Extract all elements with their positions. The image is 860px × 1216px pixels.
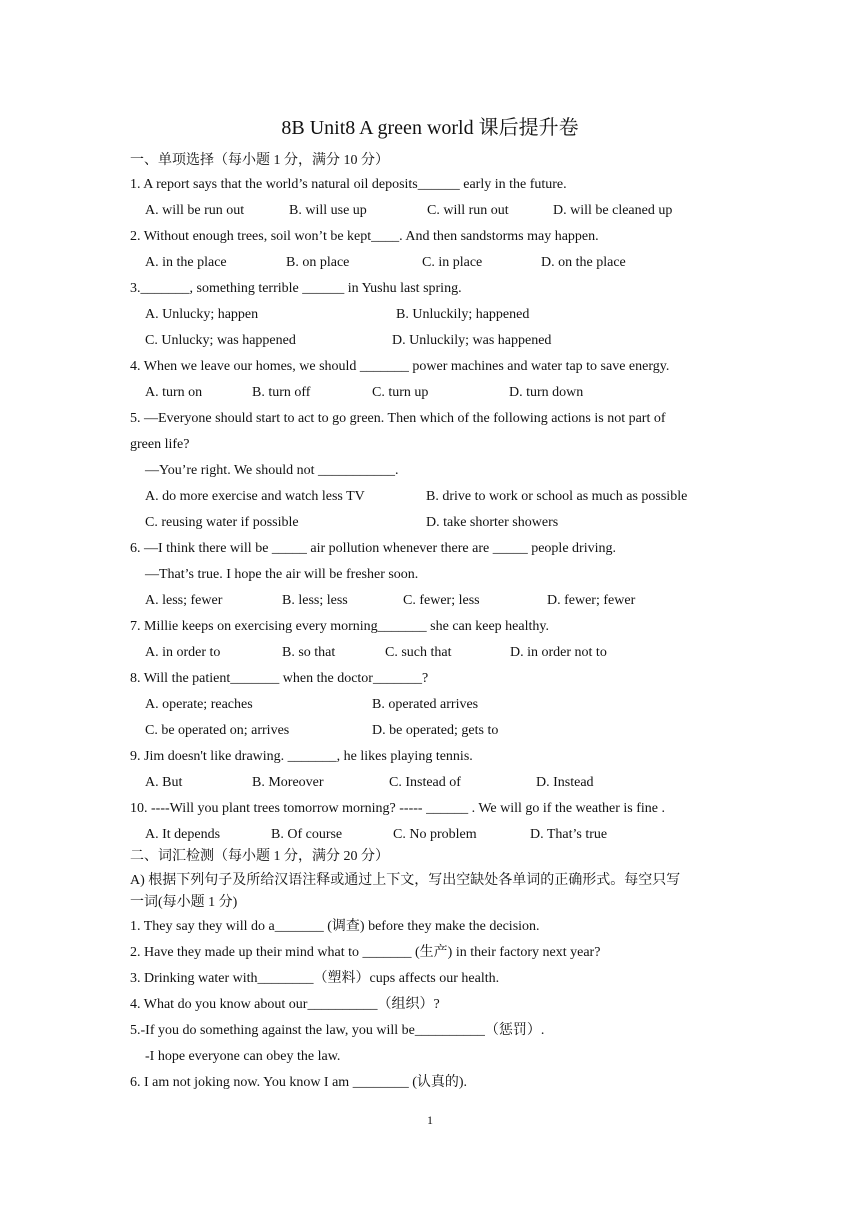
q2-option-b: B. on place <box>286 255 350 270</box>
q5-option-c: C. reusing water if possible <box>145 515 299 530</box>
question-4: 4. When we leave our homes, we should _______ power machines and water tap to save energy. <box>130 359 670 374</box>
question-5-continued: green life? <box>130 437 190 452</box>
q6-option-c: C. fewer; less <box>403 593 480 608</box>
q8-option-d: D. be operated; gets to <box>372 723 499 738</box>
question-1: 1. A report says that the world’s natural oil deposits______ early in the future. <box>130 177 567 192</box>
question-2: 2. Without enough trees, soil won’t be kept____. And then sandstorms may happen. <box>130 229 599 244</box>
q5-option-b: B. drive to work or school as much as possible <box>426 489 688 504</box>
q4-option-d: D. turn down <box>509 385 584 400</box>
vocab-item-5-reply: -I hope everyone can obey the law. <box>145 1049 341 1064</box>
q5-option-d: D. take shorter showers <box>426 515 559 530</box>
question-3: 3._______, something terrible ______ in Yushu last spring. <box>130 281 462 296</box>
vocab-item-2: 2. Have they made up their mind what to _______ (生产) in their factory next year? <box>130 945 601 960</box>
q4-option-b: B. turn off <box>252 385 311 400</box>
question-9: 9. Jim doesn't like drawing. _______, he likes playing tennis. <box>130 749 473 764</box>
question-6-reply: —That’s true. I hope the air will be fresher soon. <box>145 567 419 582</box>
q3-option-a: A. Unlucky; happen <box>145 307 259 322</box>
q8-option-b: B. operated arrives <box>372 697 479 712</box>
question-5: 5. —Everyone should start to act to go green. Then which of the following actions is not part of <box>130 411 666 426</box>
vocab-item-5: 5.-If you do something against the law, you will be__________（惩罚）. <box>130 1023 545 1038</box>
q2-option-d: D. on the place <box>541 255 626 270</box>
q1-option-d: D. will be cleaned up <box>553 203 673 218</box>
vocab-item-3: 3. Drinking water with________（塑料）cups affects our health. <box>130 971 500 986</box>
page-number: 1 <box>427 1113 433 1127</box>
part-a-instructions: A) 根据下列句子及所给汉语注释或通过上下文，写出空缺处各单词的正确形式。每空只写 <box>130 873 681 888</box>
q4-option-a: A. turn on <box>145 385 203 400</box>
q4-option-c: C. turn up <box>372 385 429 400</box>
q9-option-c: C. Instead of <box>389 775 461 790</box>
vocab-item-6: 6. I am not joking now. You know I am ________ (认真的). <box>130 1075 468 1090</box>
q6-option-d: D. fewer; fewer <box>547 593 636 608</box>
q2-option-a: A. in the place <box>145 255 227 270</box>
q7-option-d: D. in order not to <box>510 645 607 660</box>
vocab-item-4: 4. What do you know about our__________（组织）? <box>130 997 440 1012</box>
q1-option-c: C. will run out <box>427 203 509 218</box>
question-7: 7. Millie keeps on exercising every morning_______ she can keep healthy. <box>130 619 549 634</box>
section-heading-multiple-choice: 一、单项选择（每小题 1 分，满分 10 分） <box>130 153 389 168</box>
q9-option-a: A. But <box>145 775 183 790</box>
q7-option-c: C. such that <box>385 645 452 660</box>
question-6: 6. —I think there will be _____ air pollution whenever there are _____ people driving. <box>130 541 616 556</box>
q10-option-a: A. It depends <box>145 827 221 842</box>
q10-option-c: C. No problem <box>393 827 477 842</box>
part-a-instructions-continued: 一词(每小题 1 分) <box>130 895 238 910</box>
q7-option-b: B. so that <box>282 645 336 660</box>
q1-option-a: A. will be run out <box>145 203 245 218</box>
section-heading-vocabulary: 二、词汇检测（每小题 1 分，满分 20 分） <box>130 849 389 864</box>
q7-option-a: A. in order to <box>145 645 221 660</box>
question-5-reply: —You’re right. We should not ___________. <box>145 463 399 478</box>
q10-option-b: B. Of course <box>271 827 343 842</box>
q5-option-a: A. do more exercise and watch less TV <box>145 489 365 504</box>
q8-option-c: C. be operated on; arrives <box>145 723 290 738</box>
q3-option-d: D. Unluckily; was happened <box>392 333 552 348</box>
q2-option-c: C. in place <box>422 255 483 270</box>
question-10: 10. ----Will you plant trees tomorrow morning? ----- ______ . We will go if the weather is fine . <box>130 801 665 816</box>
q9-option-b: B. Moreover <box>252 775 324 790</box>
question-8: 8. Will the patient_______ when the doctor_______? <box>130 671 429 686</box>
q6-option-a: A. less; fewer <box>145 593 223 608</box>
vocab-item-1: 1. They say they will do a_______ (调查) before they make the decision. <box>130 919 540 934</box>
q3-option-b: B. Unluckily; happened <box>396 307 530 322</box>
q1-option-b: B. will use up <box>289 203 367 218</box>
q6-option-b: B. less; less <box>282 593 348 608</box>
q3-option-c: C. Unlucky; was happened <box>145 333 296 348</box>
page-title: 8B Unit8 A green world 课后提升卷 <box>281 117 579 139</box>
q9-option-d: D. Instead <box>536 775 594 790</box>
q8-option-a: A. operate; reaches <box>145 697 253 712</box>
q10-option-d: D. That’s true <box>530 827 608 842</box>
